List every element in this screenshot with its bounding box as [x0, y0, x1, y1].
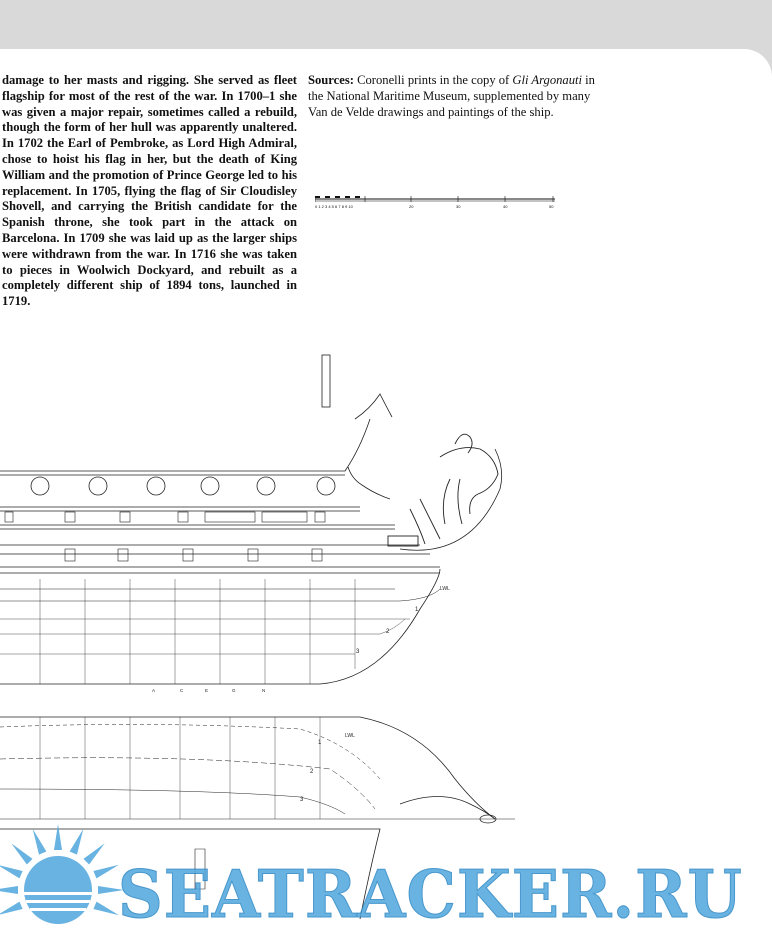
line-label: 1 [415, 607, 419, 613]
plan-line-label: 1 [318, 740, 322, 746]
mast-stump [322, 355, 330, 407]
scale-tick-label: 30 [456, 204, 461, 209]
scale-tick-label: 20 [409, 204, 414, 209]
sources-text-before: Coronelli prints in the copy of [353, 73, 513, 87]
plan-lwl-label: LWL [345, 733, 355, 739]
lwl-label: LWL [440, 586, 450, 592]
figurehead [388, 434, 498, 546]
watermark-text: SEATRACKER.RU [118, 856, 743, 933]
station-label: C [180, 688, 184, 693]
plan-line-label: 3 [300, 797, 304, 803]
station-label: A [152, 688, 156, 693]
line-label: 2 [386, 629, 390, 635]
scale-tick-label: 50 [549, 204, 554, 209]
plan-line-label: 2 [310, 769, 314, 775]
sources-label: Sources: [308, 73, 354, 87]
sources-column [308, 73, 610, 120]
line-label: 3 [356, 649, 360, 655]
scale-small-ticks: 0 1 2 3 4 5 6 7 8 9 10 [315, 204, 353, 209]
body-text-column [2, 73, 297, 310]
station-label: E [205, 688, 209, 693]
station-label: G [232, 688, 236, 693]
scale-bar [315, 195, 560, 209]
scale-tick-label: 40 [503, 204, 508, 209]
station-label: N [262, 688, 266, 693]
sources-title: Gli Argonauti [512, 73, 583, 87]
body-paragraph: damage to her masts and rigging. She served as fleet flagship for most of the rest of the war. In 1700–1 she was given a major repair, sometimes called a rebuild, though the form of her hull was apparently unaltered. In 1702 the Earl of Pembroke, as Lord High Admiral, chose to hoist his flag in her, but the death of King William and the promotion of Prince George led to his replacement. In 1705, flying the flag of Sir Cloudisley Shovell, and carrying the British candidate for the Spanish throne, she took part in the attack on Barcelona. In 1709 she was laid up as the larger ships were withdrawn from the war. In 1716 she was taken to pieces in Woolwich Dockyard, and rebuilt as a completely different ship of 1894 tons, launched in 1719. [2, 73, 297, 309]
sources-text-after: in the National Maritime Museum, supplemented by many Van de Velde drawings and paintings of the ship. [308, 73, 595, 119]
